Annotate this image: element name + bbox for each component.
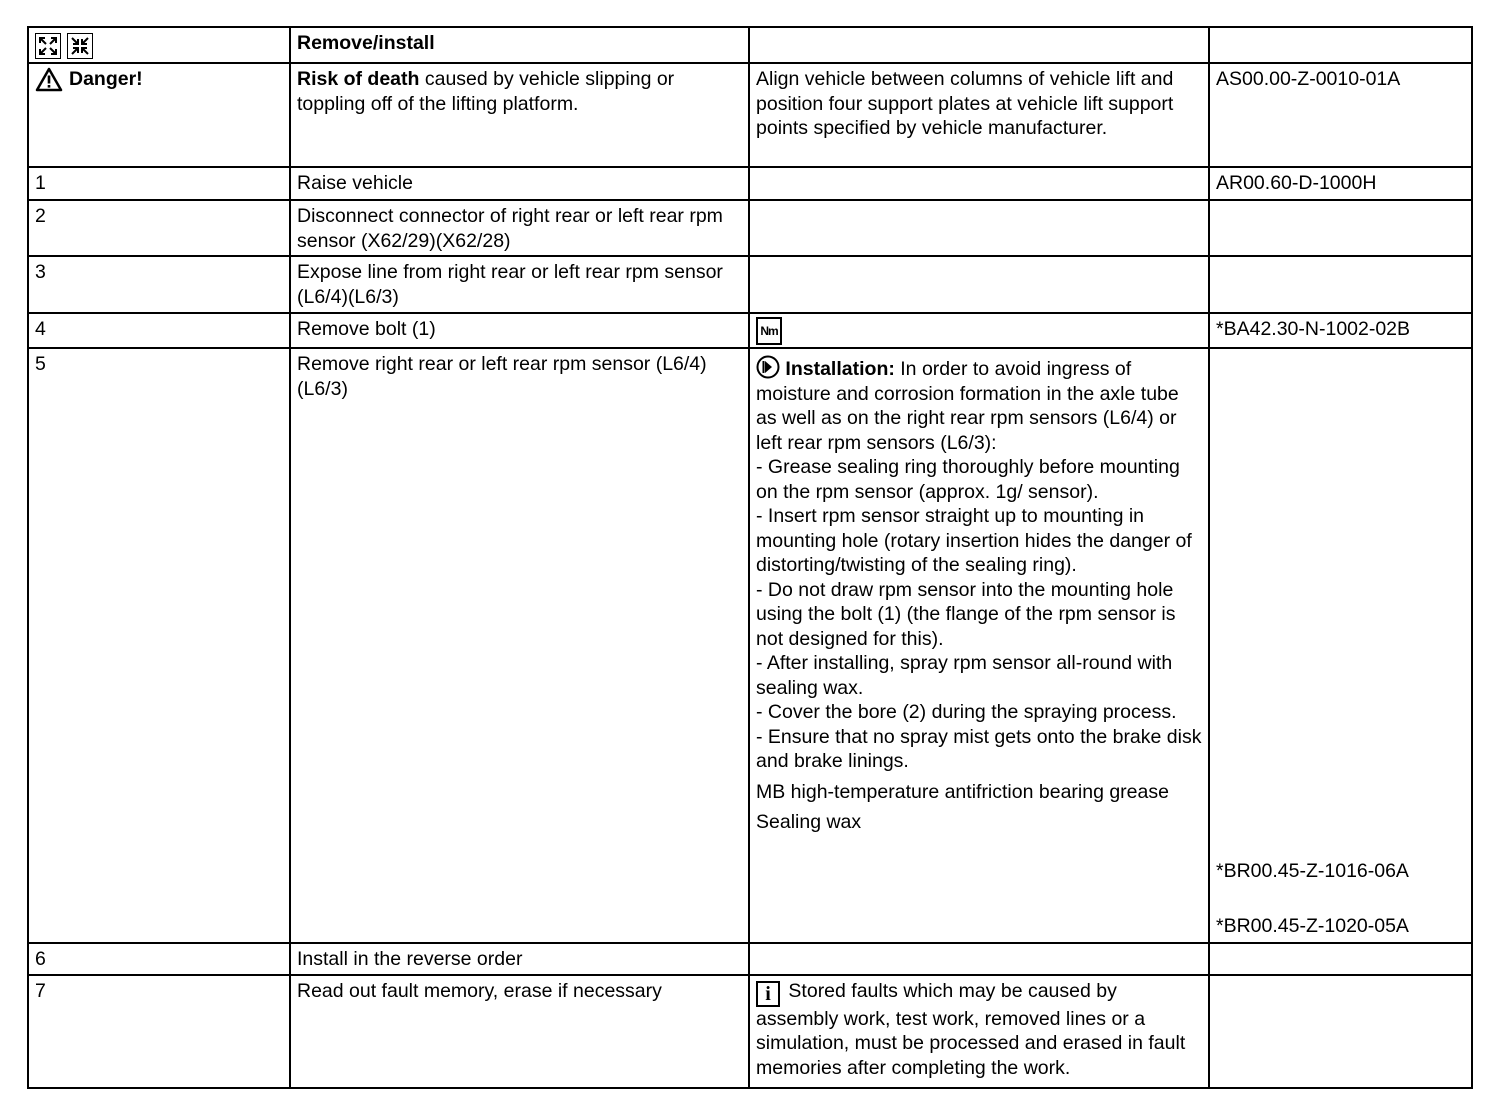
material-name: MB high-temperature antifriction bearing grease (756, 780, 1169, 803)
step-row (28, 348, 1472, 943)
torque-icon[interactable]: Nm (756, 317, 782, 345)
header-icons-cell (28, 27, 290, 63)
danger-action-text: Align vehicle between columns of vehicle lift and position four support plates at vehicle lift support points specified by vehicle manufacturer. (749, 63, 1209, 167)
warning-triangle-icon (35, 67, 63, 92)
step-row (28, 167, 1472, 200)
danger-label: Danger! (69, 68, 143, 91)
step-text: Remove right rear or left rear rpm sensor (L6/4)(L6/3) (290, 348, 749, 943)
step-row (28, 975, 1472, 1088)
installation-bullet: - Cover the bore (2) during the spraying process. (756, 701, 1177, 723)
step-number: 1 (28, 167, 290, 200)
step-text: Raise vehicle (290, 167, 749, 200)
danger-cell (28, 63, 290, 167)
header-title: Remove/install (290, 27, 749, 63)
step-note-cell (749, 313, 1209, 348)
collapse-icon[interactable] (67, 33, 93, 59)
step-row (28, 313, 1472, 348)
step-ref-cell (1209, 256, 1472, 313)
danger-row (28, 63, 1472, 167)
installation-bullet: - Insert rpm sensor straight up to mounting in mounting hole (rotary insertion hides the danger of distorting/twisting of the sealing ring). (756, 505, 1192, 576)
material-ref-link[interactable]: *BR00.45-Z-1016-06A (1216, 860, 1409, 882)
step-number: 2 (28, 200, 290, 256)
step-text: Expose line from right rear or left rear rpm sensor (L6/4)(L6/3) (290, 256, 749, 313)
step-row (28, 943, 1472, 975)
info-note-text: Stored faults which may be caused by assembly work, test work, removed lines or a simulation, must be processed and erased in fault memories after completing the work. (756, 979, 1186, 1079)
step-note-cell (749, 167, 1209, 200)
step-ref-cell (1209, 200, 1472, 256)
header-empty-cell (1209, 27, 1472, 63)
installation-note-cell (749, 348, 1209, 943)
header-empty-cell (749, 27, 1209, 63)
step-note-cell (749, 256, 1209, 313)
step-number: 5 (28, 348, 290, 943)
info-icon: i (756, 981, 780, 1007)
step-row (28, 200, 1472, 256)
risk-bold-text: Risk of death (297, 68, 420, 90)
installation-bullet: - After installing, spray rpm sensor all-round with sealing wax. (756, 652, 1173, 699)
installation-label: Installation: (785, 358, 895, 380)
installation-intro: In order to avoid ingress of moisture and corrosion formation in the axle tube as well as on the right rear rpm sensors (L6/4) or left rear rpm sensors (L6/3): (756, 358, 1179, 454)
installation-bullet: - Grease sealing ring thoroughly before mounting on the rpm sensor (approx. 1g/ sensor). (756, 456, 1180, 503)
danger-risk-cell (290, 63, 749, 167)
material-refs-cell (1209, 348, 1472, 943)
step-note-cell (749, 200, 1209, 256)
step-number: 3 (28, 256, 290, 313)
installation-bullet: - Do not draw rpm sensor into the mounting hole using the bolt (1) (the flange of the rpm sensor is not designed for this). (756, 578, 1176, 650)
step-ref-link[interactable]: *BA42.30-N-1002-02B (1209, 313, 1472, 348)
procedure-table (27, 26, 1473, 1089)
step-note-cell (749, 943, 1209, 975)
step-text: Remove bolt (1) (290, 313, 749, 348)
header-row (28, 27, 1472, 63)
info-note-cell (749, 975, 1209, 1088)
step-number: 6 (28, 943, 290, 975)
step-number: 4 (28, 313, 290, 348)
expand-icon[interactable] (35, 33, 61, 59)
step-ref-link[interactable]: AR00.60-D-1000H (1209, 167, 1472, 200)
step-text: Read out fault memory, erase if necessary (290, 975, 749, 1088)
step-row (28, 256, 1472, 313)
step-ref-cell (1209, 975, 1472, 1088)
material-ref-link[interactable]: *BR00.45-Z-1020-05A (1216, 914, 1409, 937)
material-name: Sealing wax (756, 811, 862, 833)
installation-bullet: - Ensure that no spray mist gets onto the brake disk and brake linings. (756, 725, 1202, 772)
step-ref-cell (1209, 943, 1472, 975)
danger-ref-link[interactable]: AS00.00-Z-0010-01A (1209, 63, 1472, 167)
installation-icon (756, 355, 780, 379)
step-number: 7 (28, 975, 290, 1088)
risk-text: caused by vehicle slipping or toppling off of the lifting platform. (297, 68, 675, 115)
step-text: Install in the reverse order (290, 943, 749, 975)
step-text: Disconnect connector of right rear or left rear rpm sensor (X62/29)(X62/28) (290, 200, 749, 256)
